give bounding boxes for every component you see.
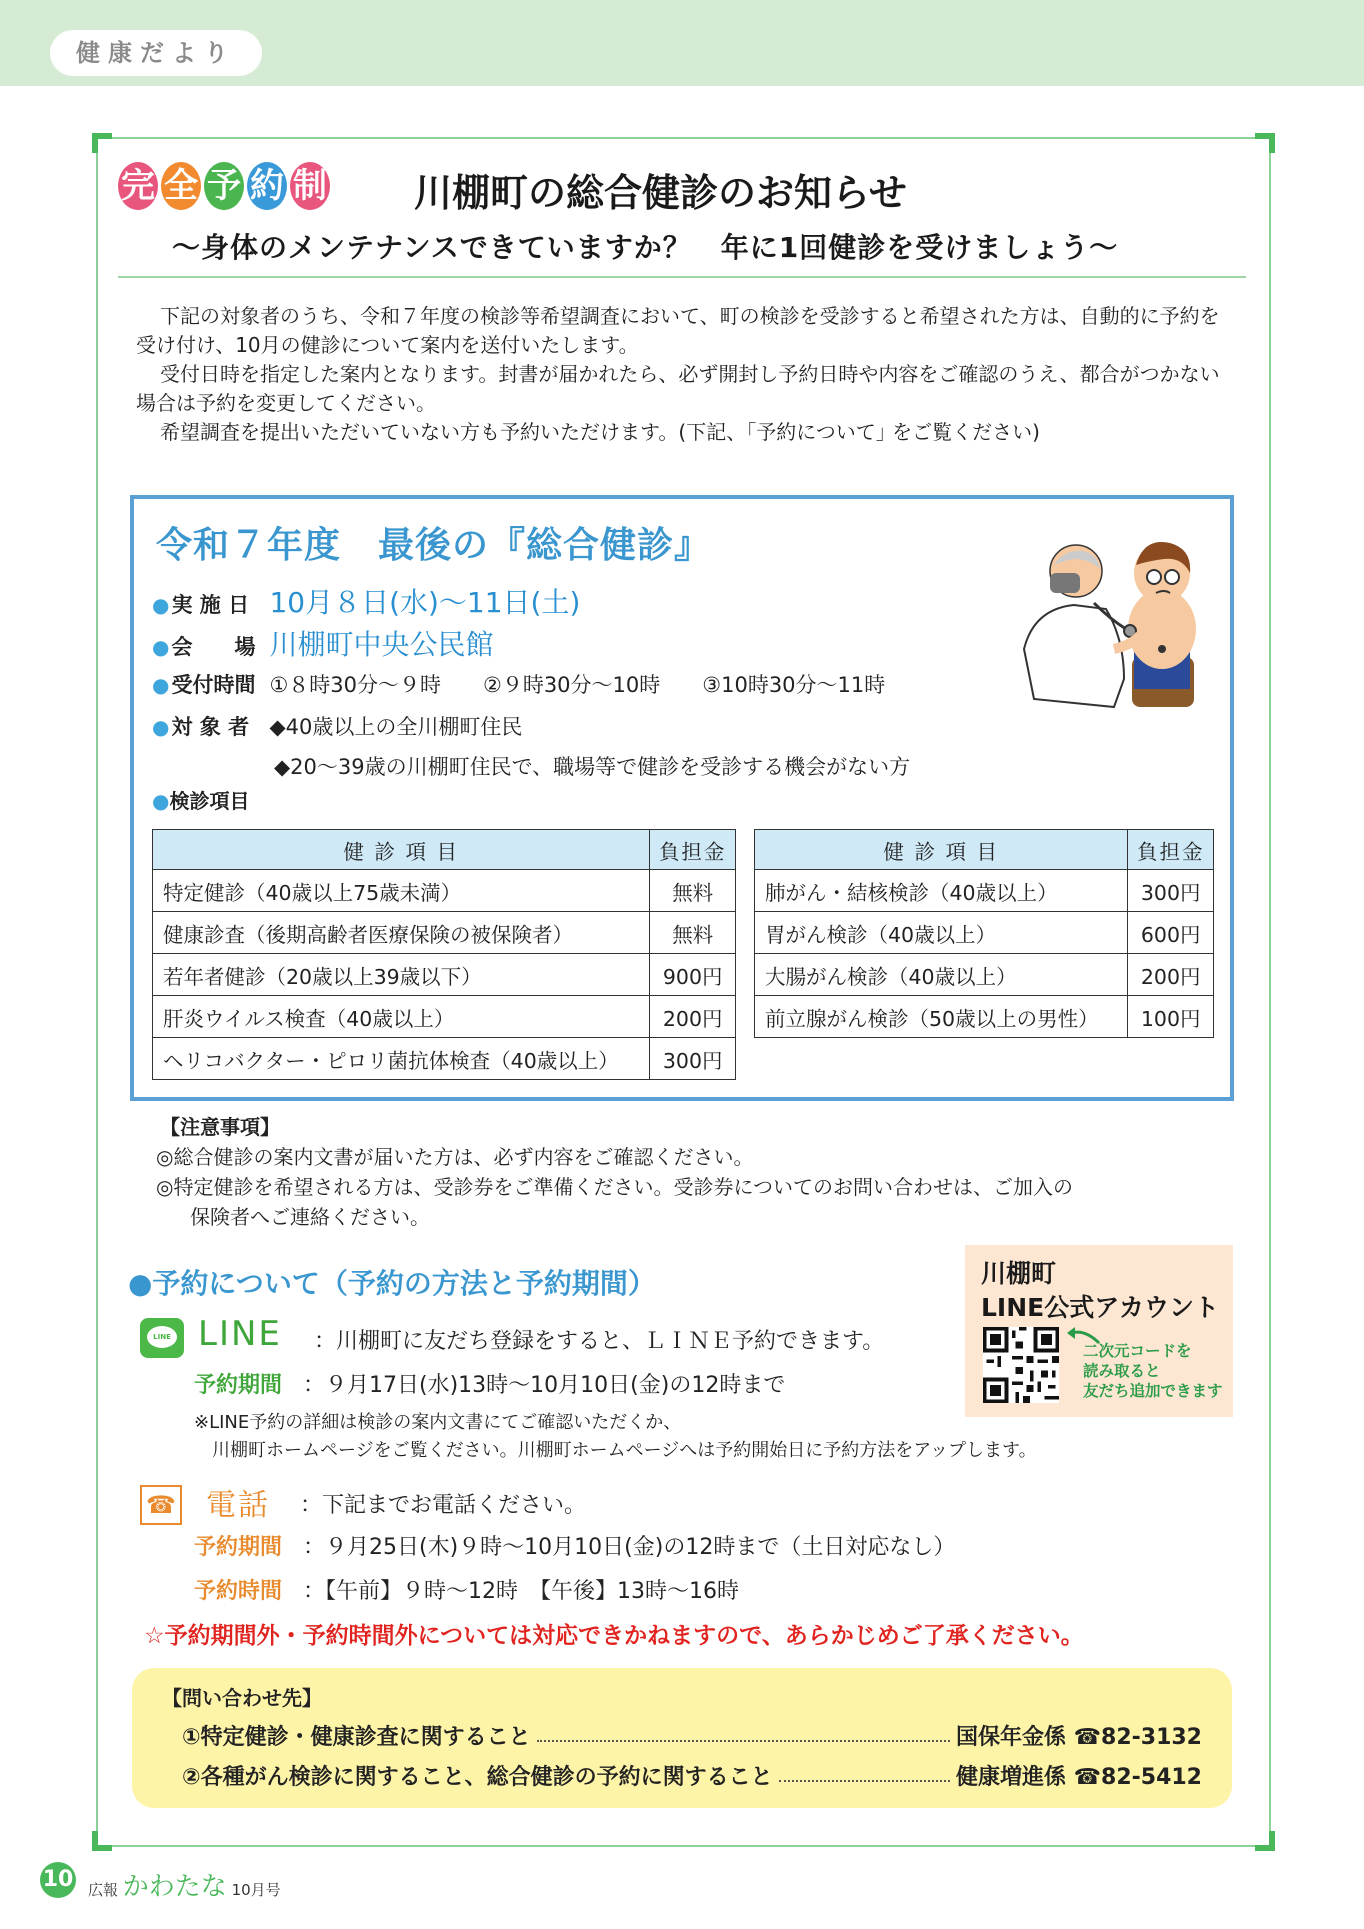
line-note-2: 川棚町ホームページをご覧ください。川棚町ホームページへは予約開始日に予約方法をアップします。 [212,1440,1037,1461]
page-title: 川棚町の総合健診のお知らせ [414,171,907,215]
footer-publication [88,1866,281,1903]
warning-text: ☆予約期間外・予約時間外については対応できかねますので、あらかじめご了承ください。 [144,1623,1084,1649]
bullet-icon: ● [152,715,170,739]
badge-char: 予 [204,162,244,210]
qr-note-line: 二次元コードを [1083,1342,1192,1360]
line-description: ：川棚町に友だち登録をすると、ＬＩＮＥ予約できます。 [314,1329,885,1354]
frame-corner [1255,1831,1275,1851]
intro-paragraph: 希望調査を提出いただいていない方も予約いただけます。(下記、｢予約について｣ をご覧ください) [160,420,1040,444]
badge-char: 制 [290,162,330,210]
title-divider [118,276,1246,278]
event-date-row [152,581,580,621]
reservation-heading: ●予約について（予約の方法と予約期間） [128,1267,656,1300]
column-header-item: 健 診 項 目 [153,830,650,870]
intro-text [136,302,1236,447]
contact-department: 健康増進係 ☎82-5412 [955,1765,1202,1790]
bullet-icon: ● [152,635,170,659]
qr-note [1083,1341,1223,1401]
table-row [153,912,736,954]
phone-hours-value: ：【午前】９時〜12時 【午後】13時〜16時 [303,1579,739,1604]
frame-corner [92,133,112,153]
table-row [153,870,736,912]
leader-dots [779,1760,950,1782]
exam-table-right [754,829,1214,1038]
column-header-fee: 負担金 [650,830,736,870]
reservation-badge [118,162,330,210]
contact-row [182,1760,1202,1791]
exam-fee-cell: 無料 [650,870,736,912]
exam-fee-cell: 200円 [650,996,736,1038]
line-account-title-1: 川棚町 [981,1259,1057,1288]
phone-hours-label: 予約時間 [194,1579,283,1604]
contact-heading: 【問い合わせ先】 [162,1686,322,1710]
doctor-illustration [1014,529,1204,719]
line-period-row [194,1368,785,1399]
exam-fee-cell: 900円 [650,954,736,996]
table-row [755,870,1214,912]
bullet-icon: ● [152,789,170,813]
exam-item-cell: 健康診査（後期高齢者医療保険の被保険者） [153,912,650,954]
bullet-icon: ● [152,593,170,617]
phone-description: ：下記までお電話ください。 [300,1493,587,1518]
contact-topic: ②各種がん検診に関すること、総合健診の予約に関すること [182,1765,773,1790]
line-method-name: LINE [198,1314,282,1354]
event-target-row [152,711,522,741]
intro-paragraph: 下記の対象者のうち、令和７年度の検診等希望調査において、町の検診を受診すると希望された方は、自動的に予約を受け付け、10月の健診について案内を送付いたします。 [136,304,1220,357]
table-row [755,954,1214,996]
column-header-fee: 負担金 [1128,830,1214,870]
table-row [755,996,1214,1038]
line-period-label: 予約期間 [194,1373,283,1398]
note-line: ◎特定健診を希望される方は、受診券をご準備ください。受診券についてのお問い合わせは、ご加入の [156,1175,1074,1199]
event-venue-row [152,623,493,663]
line-icon-text: LINE [147,1326,177,1348]
table-row [153,996,736,1038]
note-line: 保険者へご連絡ください。 [190,1205,430,1229]
contact-row [182,1720,1202,1751]
qr-note-line: 読み取ると [1083,1362,1161,1380]
footer-brand: かわたな [122,1872,227,1902]
phone-icon: ☎ [140,1485,182,1525]
exam-item-cell: 大腸がん検診（40歳以上） [755,954,1128,996]
exam-fee-cell: 無料 [650,912,736,954]
event-venue-label: 会 場 [171,635,256,659]
phone-method-name: 電話 [206,1488,270,1523]
badge-char: 約 [247,162,287,210]
event-target-1: ◆40歳以上の全川棚町住民 [269,715,523,739]
exam-table-left [152,829,736,1080]
line-icon [140,1318,184,1358]
event-time-label: 受付時間 [171,673,256,697]
badge-char: 完 [118,162,158,210]
table-row [153,1038,736,1080]
exam-item-cell: 肝炎ウイルス検査（40歳以上） [153,996,650,1038]
exam-item-cell: 若年者健診（20歳以上39歳以下） [153,954,650,996]
page-number: 10 [40,1862,76,1898]
event-time-value: ①８時30分〜９時 ②９時30分〜10時 ③10時30分〜11時 [269,673,886,697]
exam-fee-cell: 200円 [1128,954,1214,996]
exam-fee-cell: 100円 [1128,996,1214,1038]
exam-fee-cell: 600円 [1128,912,1214,954]
footer-issue: 10月号 [231,1881,281,1899]
page-subtitle: 〜身体のメンテナンスできていますか？ 年に1回健診を受けましょう〜 [172,231,1119,264]
note-line: ◎総合健診の案内文書が届いた方は、必ず内容をご確認ください。 [156,1145,754,1169]
line-period-value: ：９月17日(水)13時〜10月10日(金)の12時まで [303,1373,786,1398]
line-account-title [981,1257,1219,1325]
exam-fee-cell: 300円 [1128,870,1214,912]
badge-char: 全 [161,162,201,210]
phone-period-row [194,1530,955,1561]
contact-topic: ①特定健診・健康診査に関すること [182,1725,531,1750]
frame-corner [1255,133,1275,153]
exam-item-cell: 前立腺がん検診（50歳以上の男性） [755,996,1128,1038]
notes-section [156,1112,1073,1232]
table-row [755,912,1214,954]
event-heading: 令和７年度 最後の『総合健診』 [156,525,712,566]
line-note-1: ※LINE予約の詳細は検診の案内文書にてご確認いただくか、 [194,1412,682,1433]
exam-item-cell: 胃がん検診（40歳以上） [755,912,1128,954]
exam-item-cell: 特定健診（40歳以上75歳未満） [153,870,650,912]
footer-prefix: 広報 [88,1881,119,1899]
column-header-item: 健 診 項 目 [755,830,1128,870]
exam-item-cell: ヘリコバクター・ピロリ菌抗体検査（40歳以上） [153,1038,650,1080]
event-target-2: ◆20〜39歳の川棚町住民で、職場等で健診を受診する機会がない方 [274,755,911,779]
qr-note-line: 友だち追加できます [1083,1382,1223,1400]
event-target-row-2 [274,751,910,781]
leader-dots [537,1720,950,1742]
table-row [153,954,736,996]
contact-department: 国保年金係 ☎82-3132 [955,1725,1202,1750]
section-tab: 健康だより [50,30,262,76]
event-box [130,495,1234,1101]
contact-box [132,1668,1232,1808]
qr-code-icon[interactable] [983,1327,1059,1403]
exam-fee-cell: 300円 [650,1038,736,1080]
event-time-row [152,669,885,699]
exam-item-cell: 肺がん・結核検診（40歳以上） [755,870,1128,912]
phone-hours-row [194,1574,739,1605]
exam-items-heading [152,785,249,814]
event-venue-value: 川棚町中央公民館 [269,628,494,661]
notes-heading: 【注意事項】 [160,1115,280,1139]
intro-paragraph: 受付日時を指定した案内となります。封書が届かれたら、必ず開封し予約日時や内容をご確認のうえ、都合がつかない場合は予約を変更してください。 [136,362,1220,415]
phone-period-label: 予約期間 [194,1535,283,1560]
event-date-label: 実 施 日 [171,593,250,617]
exam-items-label: 検診項目 [169,789,250,813]
phone-period-value: ：９月25日(木)９時〜10月10日(金)の12時まで（土日対応なし） [303,1535,956,1560]
bullet-icon: ● [152,673,170,697]
line-account-title-2: LINE公式アカウント [981,1293,1219,1322]
event-date-value: 10月８日(水)〜11日(土) [269,586,581,619]
frame-corner [92,1831,112,1851]
event-target-label: 対 象 者 [171,715,250,739]
line-account-box [965,1245,1233,1417]
